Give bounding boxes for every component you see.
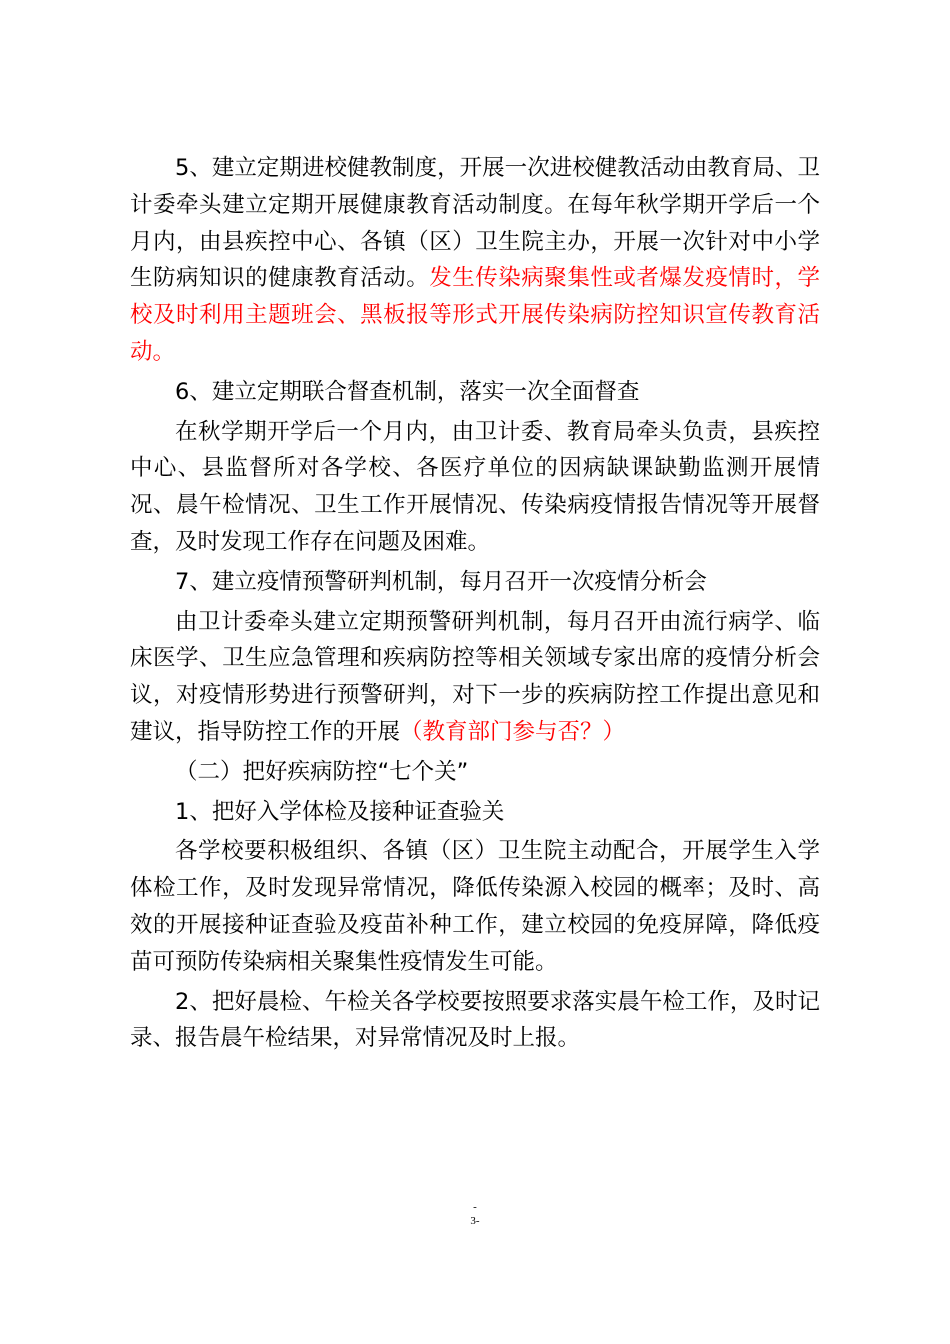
paragraph-gate-2: 2、把好晨检、午检关各学校要按照要求落实晨午检工作，及时记录、报告晨午检结果，对异常情况及时上报。 bbox=[130, 988, 820, 1052]
heading-item-7: 7、建立疫情预警研判机制，每月召开一次疫情分析会 bbox=[175, 568, 707, 595]
paragraph-item-7 bbox=[130, 604, 820, 751]
highlighted-question: （教育部门参与否？） bbox=[400, 718, 626, 745]
paragraph-item-6: 在秋学期开学后一个月内，由卫计委、教育局牵头负责，县疾控中心、县监督所对各学校、各医疗单位的因病缺课缺勤监测开展情况、晨午检情况、卫生工作开展情况、传染病疫情报告情况等开展督查，及时发现工作存在问题及困难。 bbox=[130, 418, 820, 555]
paragraph-gate-1: 各学校要积极组织、各镇（区）卫生院主动配合，开展学生入学体检工作，及时发现异常情况，降低传染源入校园的概率；及时、高效的开展接种证查验及疫苗补种工作，建立校园的免疫屏障，降低疫苗可预防传染病相关聚集性疫情发生可能。 bbox=[130, 838, 820, 975]
document-body bbox=[130, 150, 820, 1057]
highlighted-text: 发生传染病聚集性或者爆发疫情时，学校及时利用主题班会、黑板报等形式开展传染病防控知识宣传教育活动。 bbox=[130, 265, 820, 365]
page-number: 3- bbox=[470, 1215, 480, 1227]
paragraph-item-5 bbox=[130, 150, 820, 371]
page-footer bbox=[0, 1200, 950, 1228]
footer-dash: - bbox=[473, 1201, 477, 1213]
section-heading-2: （二）把好疾病防控“七个关” bbox=[175, 758, 469, 785]
paragraph-text: 5、建立定期进校健教制度，开展一次进校健教活动由教育局、卫计委牵头建立定期开展健康教育活动制度。在每年秋学期开学后一个月内，由县疾控中心、各镇（区）卫生院主办，开展一次针对中小学生防病知识的健康教育活动。 bbox=[130, 155, 820, 292]
heading-gate-1: 1、把好入学体检及接种证查验关 bbox=[175, 798, 505, 825]
heading-item-6: 6、建立定期联合督查机制，落实一次全面督查 bbox=[175, 378, 640, 405]
paragraph-text: 由卫计委牵头建立定期预警研判机制，每月召开由流行病学、临床医学、卫生应急管理和疾病防控等相关领域专家出席的疫情分析会议，对疫情形势进行预警研判，对下一步的疾病防控工作提出意见和建议，指导防控工作的开展 bbox=[130, 608, 820, 745]
